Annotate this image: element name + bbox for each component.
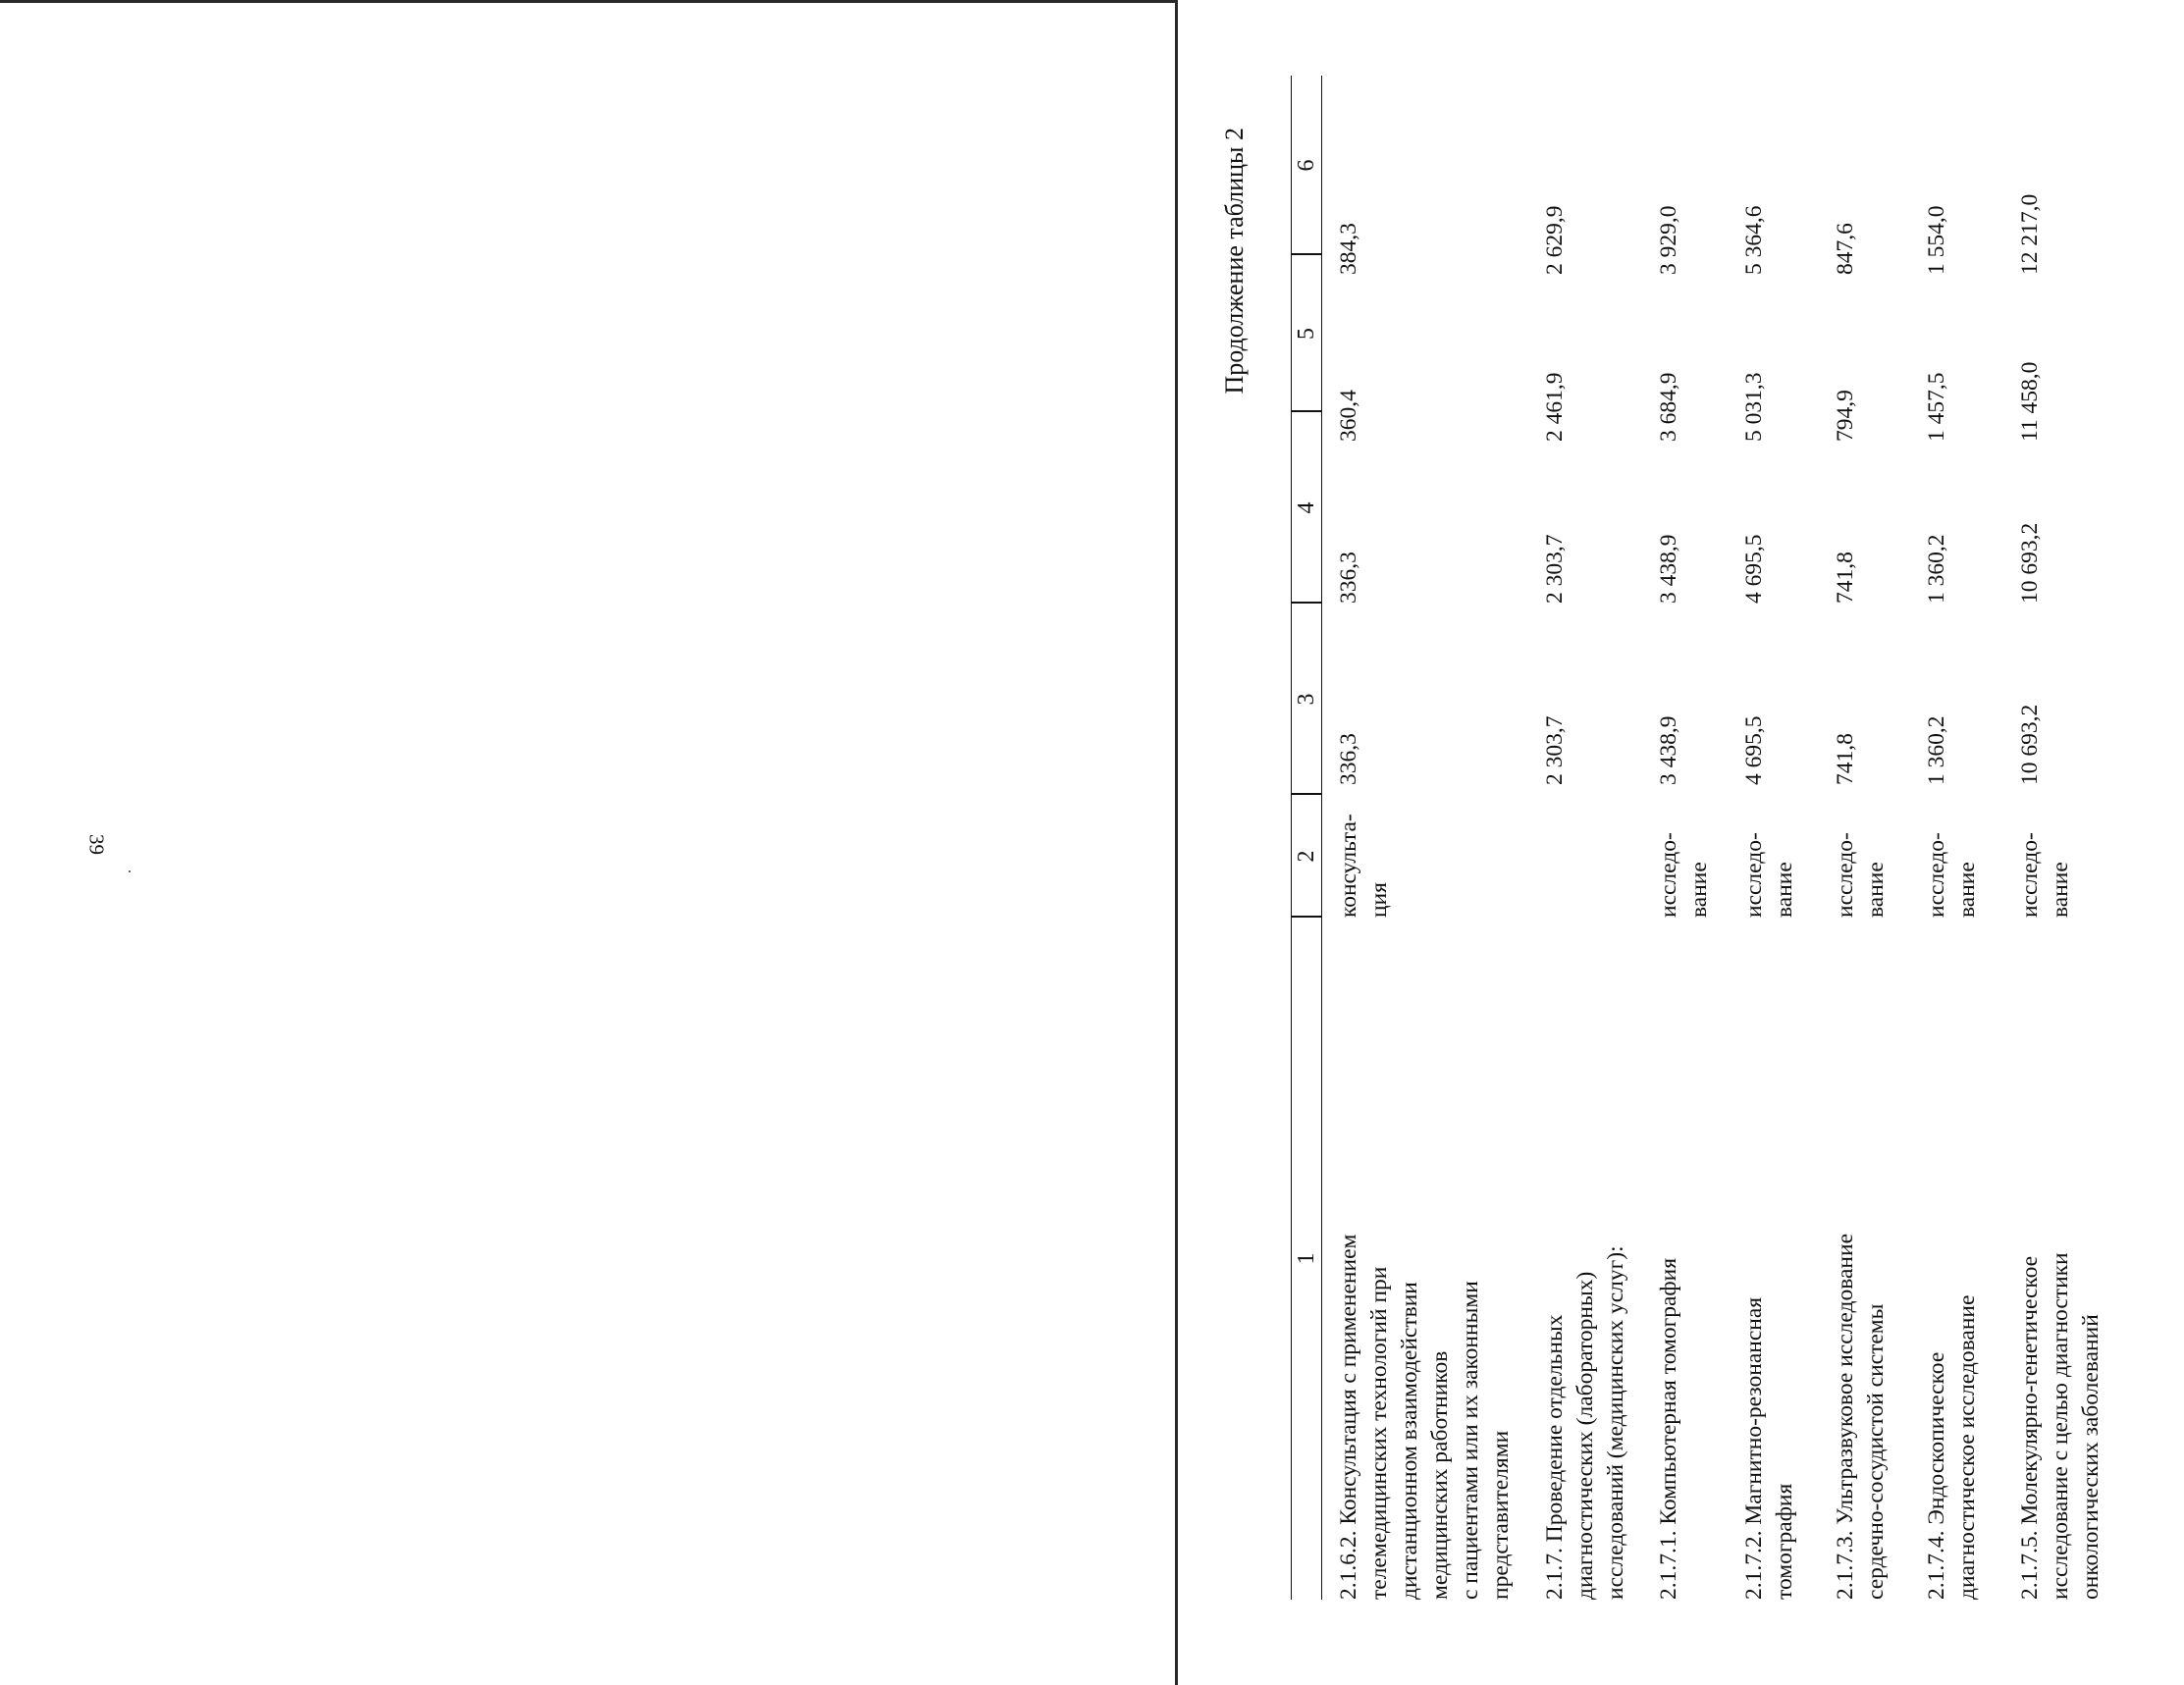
value-col-3: 10 693,2 (2017, 704, 2043, 785)
column-header-6: 6 (1294, 159, 1319, 172)
unit-line: вание (1772, 862, 1797, 918)
unit-cell (1654, 780, 1715, 918)
value-col-6: 3 929,0 (1656, 205, 1681, 275)
scan-border-top (0, 0, 1178, 3)
unit-cell (1334, 780, 1395, 918)
row-label (1540, 1070, 1631, 1600)
label-line: онкологических заболеваний (2078, 1314, 2104, 1600)
unit-line: вание (1954, 862, 1980, 918)
value-col-6: 12 217,0 (2017, 193, 2043, 275)
value-col-4: 1 360,2 (1924, 534, 1949, 604)
value-col-5: 11 458,0 (2017, 361, 2043, 442)
label-line: представителями (1488, 1430, 1514, 1600)
column-header-2: 2 (1294, 850, 1319, 863)
row-label (2015, 1070, 2106, 1600)
row-label (1654, 1070, 1684, 1600)
unit-line: вание (1863, 862, 1889, 918)
value-col-3: 741,8 (1833, 733, 1858, 785)
value-col-5: 794,9 (1833, 390, 1858, 442)
table-header-row (1291, 76, 1322, 1600)
unit-line: консульта- (1336, 814, 1361, 918)
value-col-5: 2 461,9 (1542, 372, 1568, 442)
label-line: дистанционном взаимодействии (1397, 1282, 1422, 1600)
unit-line: исследо- (1924, 832, 1949, 918)
unit-cell (2015, 780, 2076, 918)
unit-line: вание (2048, 862, 2073, 918)
label-line: медицинских работников (1427, 1350, 1453, 1600)
label-line: 2.1.6.2. Консультация с применением (1336, 1234, 1361, 1600)
label-line: 2.1.7.5. Молекулярно-генетическое (2017, 1255, 2043, 1600)
scan-speck (129, 870, 131, 872)
unit-cell (1922, 780, 1983, 918)
page-number: 39 (84, 834, 109, 855)
label-line: с пациентами или их законными (1458, 1281, 1483, 1600)
unit-line: исследо- (1741, 832, 1767, 918)
row-label (1739, 1070, 1800, 1600)
label-line: диагностическое исследование (1954, 1294, 1980, 1600)
value-col-5: 360,4 (1336, 390, 1361, 442)
unit-line: вание (1686, 862, 1712, 918)
value-col-3: 3 438,9 (1656, 715, 1681, 785)
value-col-3: 336,3 (1336, 733, 1361, 785)
label-line: 2.1.7. Проведение отдельных (1542, 1314, 1568, 1600)
value-col-4: 2 303,7 (1542, 534, 1568, 604)
value-col-6: 1 554,0 (1924, 205, 1949, 275)
label-line: 2.1.7.2. Магнитно-резонансная (1741, 1296, 1767, 1600)
value-col-4: 10 693,2 (2017, 522, 2043, 604)
row-label (1831, 1070, 1891, 1600)
value-col-5: 1 457,5 (1924, 372, 1949, 442)
label-line: исследований (медицинских услуг): (1603, 1245, 1628, 1600)
column-header-1: 1 (1294, 1252, 1319, 1265)
label-line: 2.1.7.1. Компьютерная томография (1656, 1257, 1681, 1600)
row-label (1334, 1070, 1517, 1600)
data-table (1291, 76, 2104, 1600)
value-col-6: 847,6 (1833, 223, 1858, 275)
value-col-4: 336,3 (1336, 552, 1361, 604)
value-col-4: 741,8 (1833, 552, 1858, 604)
value-col-5: 5 031,3 (1741, 372, 1767, 442)
label-line: телемедицинских технологий при (1366, 1266, 1392, 1600)
row-label (1922, 1070, 1983, 1600)
value-col-3: 1 360,2 (1924, 715, 1949, 785)
label-line: сердечно-сосудистой системы (1863, 1303, 1889, 1600)
value-col-4: 4 695,5 (1741, 534, 1767, 604)
column-header-3: 3 (1294, 693, 1319, 706)
value-col-6: 2 629,9 (1542, 205, 1568, 275)
unit-cell (1831, 780, 1891, 918)
value-col-3: 4 695,5 (1741, 715, 1767, 785)
label-line: диагностических (лабораторных) (1572, 1271, 1598, 1600)
unit-line: исследо- (1833, 832, 1858, 918)
unit-line: ция (1366, 882, 1392, 918)
value-col-6: 384,3 (1336, 223, 1361, 275)
value-col-3: 2 303,7 (1542, 715, 1568, 785)
table-caption: Продолжение таблицы 2 (1220, 128, 1249, 395)
value-col-5: 3 684,9 (1656, 372, 1681, 442)
column-header-5: 5 (1294, 328, 1319, 340)
label-line: 2.1.7.4. Эндоскопическое (1924, 1351, 1949, 1600)
unit-line: исследо- (1656, 832, 1681, 918)
value-col-4: 3 438,9 (1656, 534, 1681, 604)
unit-line: исследо- (2017, 832, 2043, 918)
label-line: томография (1772, 1483, 1797, 1600)
value-col-6: 5 364,6 (1741, 205, 1767, 275)
rotated-document-sheet (1173, 69, 2184, 1644)
column-header-4: 4 (1294, 501, 1319, 514)
label-line: исследование с целью диагностики (2048, 1252, 2073, 1600)
label-line: 2.1.7.3. Ультразвуковое исследование (1833, 1233, 1858, 1600)
unit-cell (1739, 780, 1800, 918)
